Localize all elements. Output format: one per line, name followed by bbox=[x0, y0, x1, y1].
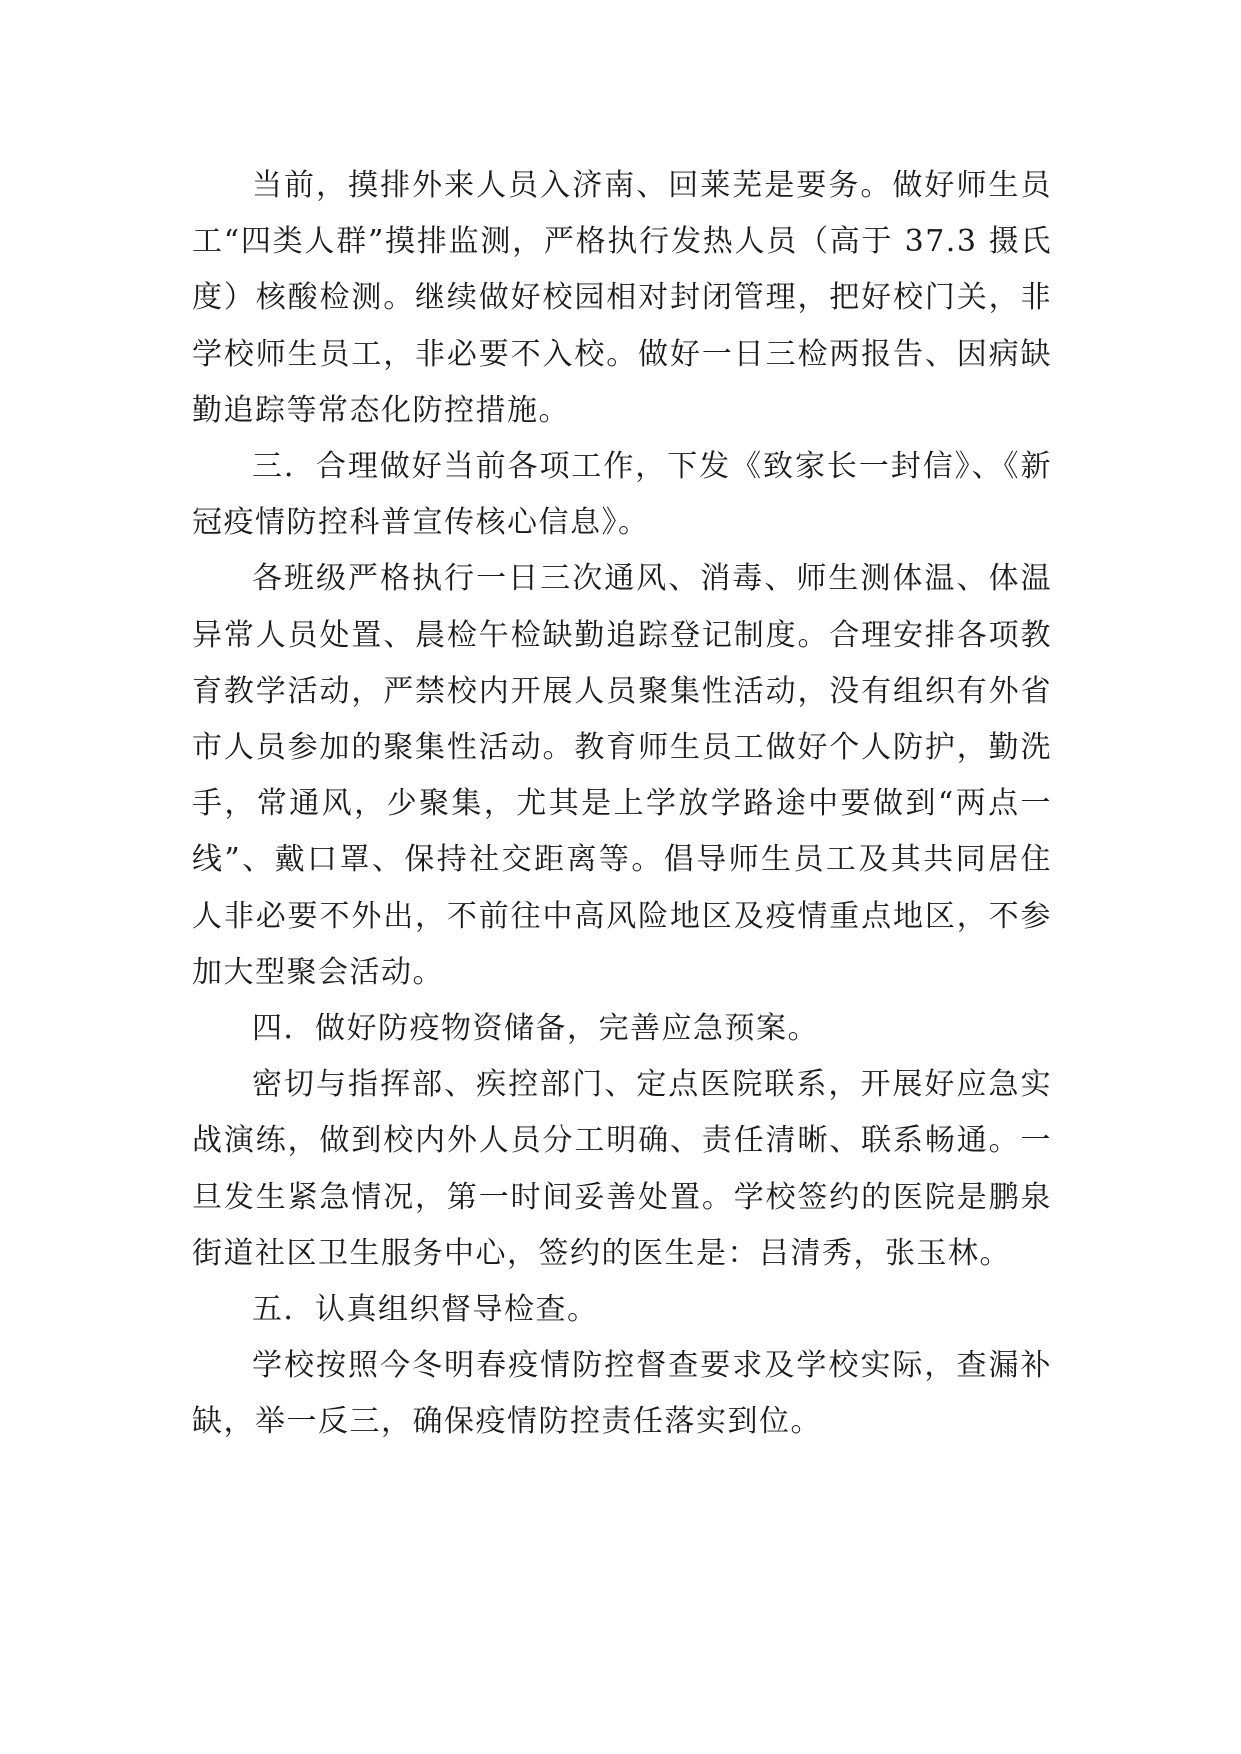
paragraph-class-measures: 各班级严格执行一日三次通风、消毒、师生测体温、体温异常人员处置、晨检午检缺勤追踪登记制度。合理安排各项教育教学活动，严禁校内开展人员聚集性活动，没有组织有外省市人员参加的聚集性活动。教育师生员工做好个人防护，勤洗手，常通风，少聚集，尤其是上学放学路途中要做到“两点一线”、戴口罩、保持社交距离等。倡导师生员工及其共同居住人非必要不外出，不前往中高风险地区及疫情重点地区，不参加大型聚会活动。 bbox=[192, 561, 1052, 990]
paragraph-current-screening: 当前，摸排外来人员入济南、回莱芜是要务。做好师生员工“四类人群”摸排监测，严格执行发热人员（高于 37.3 摄氏度）核酸检测。继续做好校园相对封闭管理，把好校门关，非学校师生员工，非必要不入校。做好一日三检两报告、因病缺勤追踪等常态化防控措施。 bbox=[192, 168, 1052, 428]
heading-section-three: 三．合理做好当前各项工作，下发《致家长一封信》、《新冠疫情防控科普宣传核心信息》。 bbox=[192, 449, 1052, 541]
paragraph-emergency-plan: 密切与指挥部、疾控部门、定点医院联系，开展好应急实战演练，做到校内外人员分工明确、责任清晰、联系畅通。一旦发生紧急情况，第一时间妥善处置。学校签约的医院是鹏泉街道社区卫生服务中心，签约的医生是：吕清秀，张玉林。 bbox=[192, 1067, 1052, 1271]
heading-section-five: 五．认真组织督导检查。 bbox=[252, 1292, 599, 1328]
paragraph-inspection: 学校按照今冬明春疫情防控督查要求及学校实际，查漏补缺，举一反三，确保疫情防控责任落实到位。 bbox=[192, 1348, 1052, 1440]
document-body bbox=[192, 158, 1052, 1451]
heading-section-four: 四．做好防疫物资储备，完善应急预案。 bbox=[252, 1011, 819, 1047]
